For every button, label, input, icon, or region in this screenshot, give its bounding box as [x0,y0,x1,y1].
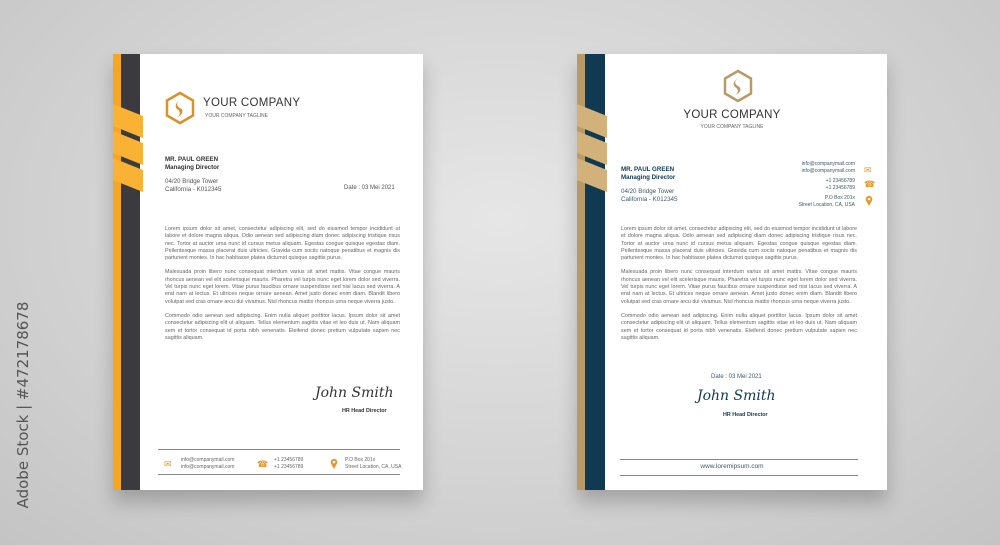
paragraph: Commodo odio aenean sed adipiscing. Enim nulla aliquet porttitor lacus. Ipsum dolor sit amet consectetur adipiscing elit ut aliquam. Tellus elementum sagittis vitae et leo duis ut. Nam aliquam sem et tortor consequat id porta nibh venenatis. Eleifend donec pretium vulputate sapien nec sagittis aliquam. [621,312,857,341]
header-contacts [799,161,855,209]
address-line: Street Location, CA, USA [798,202,855,208]
address-line: 04/20 Bridge Tower [621,188,675,195]
map-pin-icon [865,195,873,206]
signature: John Smith [697,388,776,404]
recipient-name: MR. PAUL GREEN [621,166,675,173]
company-tagline: YOUR COMPANY TAGLINE [205,113,268,119]
email: info@companymail.com [801,161,855,167]
recipient-block [165,156,221,194]
envelope-icon: ✉ [164,459,172,469]
paragraph: Commodo odio aenean sed adipiscing. Enim nulla aliquet porttitor lacus. Ipsum dolor sit amet consectetur adipiscing elit ut aliquam. Tellus elementum sagittis vitae et leo duis ut. Nam aliquam sem et tortor consequat id porta nibh venenatis. Eleifend donec pretium vulputate sapien nec sagittis aliquam. [165,312,400,341]
paragraph: Lorem ipsum dolor sit amet, consectetur adipiscing elit, sed do eiusmod tempor incididunt ut labore et dolore magna aliqua. Odio aenean sed adipiscing diam donec adipiscing tristique risus nec. Tortor at auctor urna nunc id cursus metus aliquam. Egestas congue quisque egestas diam. Pellentesque massa placerat duis ultricies. Gravida cum sociis natoque penatibus et magnis dis parturient montes. In hac habitasse platea dictumst quisque sagittis purus. [621,226,857,262]
address-line: California - K012345 [621,196,678,203]
telephone-icon: ☎ [257,459,269,469]
email: info@companymail.com [181,464,235,470]
signature: John Smith [315,385,394,401]
email: info@companymail.com [801,168,855,174]
letterhead-orange [113,54,423,490]
address-line: 04/20 Bridge Tower [165,178,219,185]
signer-title: HR Head Director [723,412,768,418]
divider [158,474,400,475]
address-line: P.O Box 201x [824,195,855,201]
letterhead-navy [577,54,887,490]
letter-date: Date : 03 Mei 2021 [711,374,762,380]
phone: +1 23456789 [274,464,304,470]
email: info@companymail.com [181,457,235,463]
footer-phone [274,457,303,471]
footer-address [345,457,401,471]
paragraph: Malesuada proin libero nunc consequat interdum varius sit amet mattis. Vitae congue mauris rhoncus aenean vel elit scelerisque mauris. Pharetra vel turpis nunc eget lorem dolor sed viverra. Vel turpis nunc eget lorem. Vitae purus faucibus ornare suspendisse sed nisi lacus sed viverra. A erat nam at lectus. Et ultrices neque ornare aenean. Amet justo donec enim diam. Blandit libero volutpat sed cras ornare arcu dui vivamus. Nisl rhoncus mattis rhoncus urna neque viverra justo. [165,269,400,305]
address-line: California - K012345 [165,186,222,193]
recipient-name: MR. PAUL GREEN [165,156,219,163]
map-pin-icon [330,458,338,469]
divider [620,459,858,460]
phone: +1 23456789 [825,185,855,191]
company-name: YOUR COMPANY [203,97,301,109]
company-tagline: YOUR COMPANY TAGLINE [700,124,764,130]
company-logo-icon [723,69,753,103]
website-link[interactable]: www.loremipsum.com [700,463,764,470]
footer-email [181,457,234,471]
recipient-block [621,166,677,204]
letter-body [621,226,857,349]
recipient-title: Managing Director [621,174,676,181]
envelope-icon: ✉ [864,165,872,175]
divider [158,449,400,450]
phone: +1 23456789 [825,178,855,184]
company-name: YOUR COMPANY [683,109,781,121]
letter-body [165,226,400,349]
paragraph: Malesuada proin libero nunc consequat interdum varius sit amet mattis. Vitae congue mauris rhoncus aenean vel elit scelerisque mauris. Pharetra vel turpis nunc eget lorem dolor sed viverra. Vel turpis nunc eget lorem. Vitae purus faucibus ornare suspendisse sed nisi lacus sed viverra. A erat nam at lectus. Et ultrices neque ornare aenean. Amet justo donec enim diam. Blandit libero volutpat sed cras ornare arcu dui vivamus. Nisl rhoncus mattis rhoncus urna neque viverra justo. [621,269,857,305]
signer-title: HR Head Director [342,408,387,414]
watermark-id: Adobe Stock | #472178678 [14,301,32,509]
company-logo-icon [165,91,195,125]
divider [620,475,858,476]
phone: +1 23456789 [274,457,304,463]
letter-date: Date : 03 Mei 2021 [344,185,395,191]
address-line: P.O Box 201x [345,457,376,463]
telephone-icon: ☎ [864,179,876,189]
recipient-title: Managing Director [165,164,220,171]
address-line: Street Location, CA, USA [345,464,402,470]
paragraph: Lorem ipsum dolor sit amet, consectetur adipiscing elit, sed do eiusmod tempor incididunt ut labore et dolore magna aliqua. Odio aenean sed adipiscing diam donec adipiscing tristique risus nec. Tortor at auctor urna nunc id cursus metus aliquam. Egestas congue quisque egestas diam. Pellentesque massa placerat duis ultricies. Gravida cum sociis natoque penatibus et magnis dis parturient montes. In hac habitasse platea dictumst quisque sagittis purus. [165,226,400,262]
